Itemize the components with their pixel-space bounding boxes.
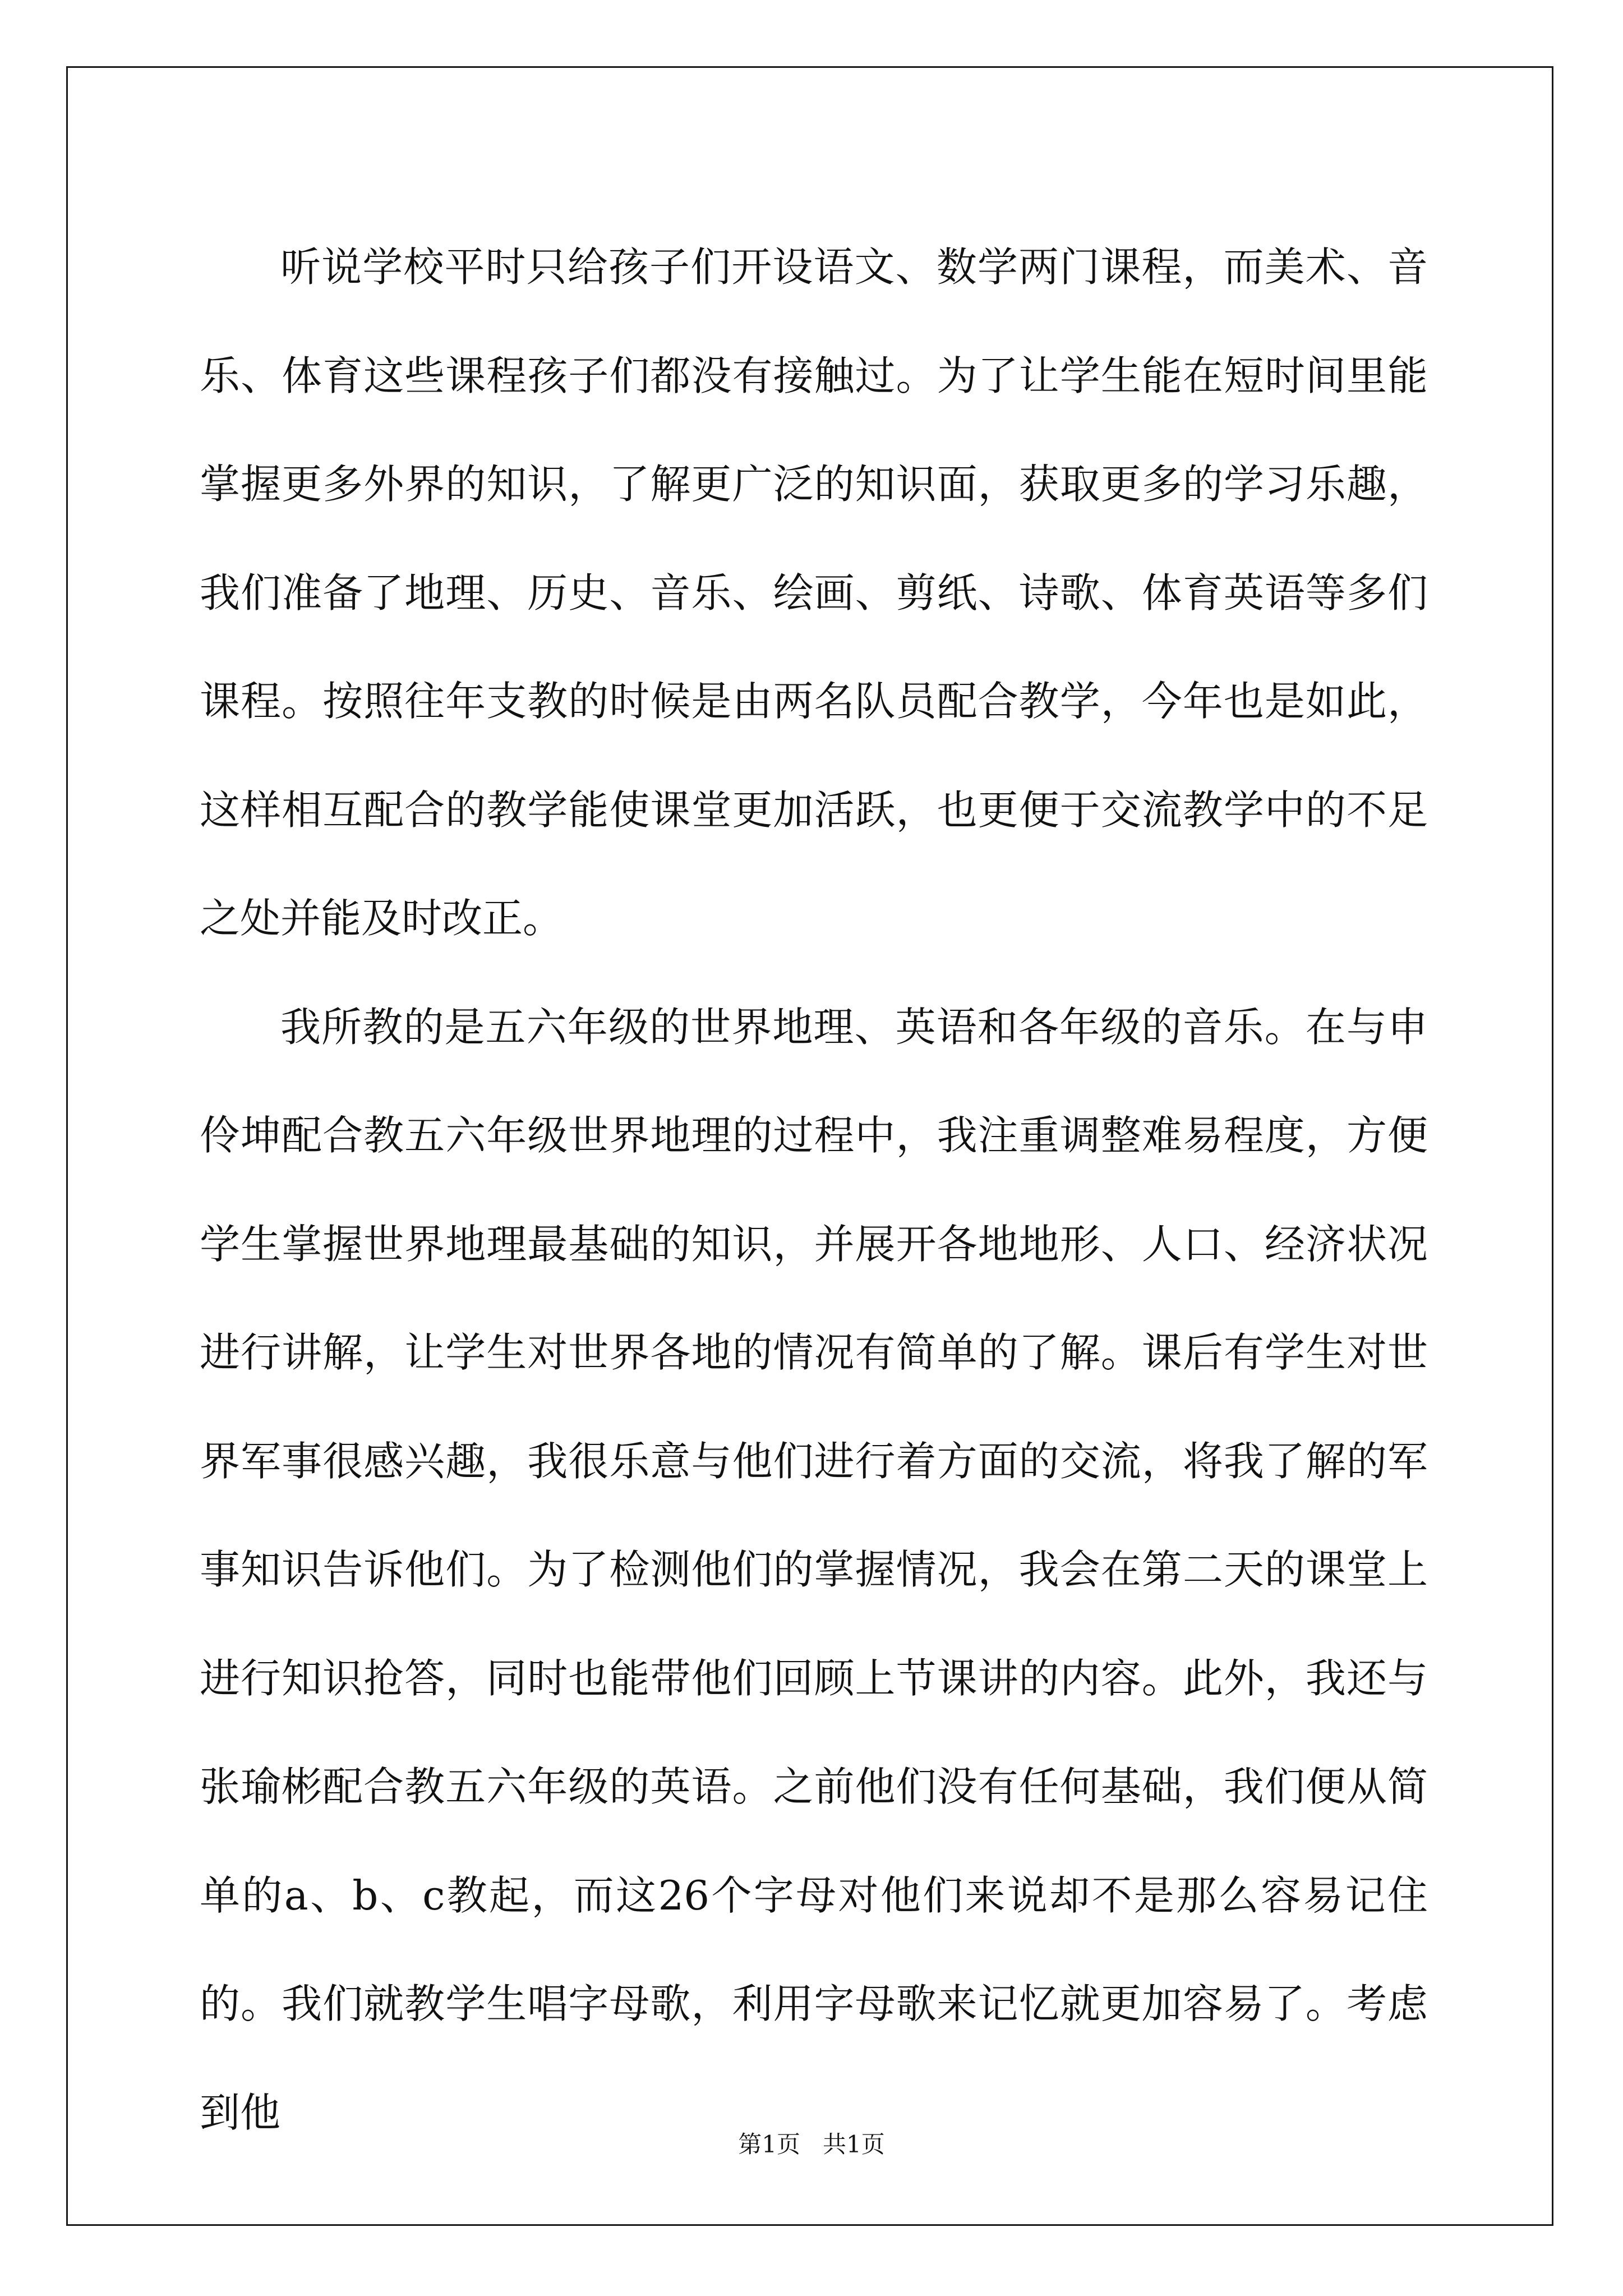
page-footer [0,2126,1623,2160]
paragraph-2: 我所教的是五六年级的世界地理、英语和各年级的音乐。在与申伶坤配合教五六年级世界地理的过程中，我注重调整难易程度，方便学生掌握世界地理最基础的知识，并展开各地地形、人口、经济状况进行讲解，让学生对世界各地的情况有简单的了解。课后有学生对世界军事很感兴趣，我很乐意与他们进行着方面的交流，将我了解的军事知识告诉他们。为了检测他们的掌握情况，我会在第二天的课堂上进行知识抢答，同时也能带他们回顾上节课讲的内容。此外，我还与张瑜彬配合教五六年级的英语。之前他们没有任何基础，我们便从简单的a、b、c教起，而这26个字母对他们来说却不是那么容易记住的。我们就教学生唱字母歌，利用字母歌来记忆就更加容易了。考虑到他 [200,1003,1428,2136]
document-body [200,213,1428,2167]
page-total: 共1页 [823,2131,885,2158]
page-number: 第1页 [738,2131,800,2158]
footer-spacer [800,2131,823,2158]
paragraph-1: 听说学校平时只给孩子们开设语文、数学两门课程，而美术、音乐、体育这些课程孩子们都没有接触过。为了让学生能在短时间里能掌握更多外界的知识，了解更广泛的知识面，获取更多的学习乐趣，我们准备了地理、历史、音乐、绘画、剪纸、诗歌、体育英语等多们课程。按照往年支教的时候是由两名队员配合教学，今年也是如此，这样相互配合的教学能使课堂更加活跃，也更便于交流教学中的不足之处并能及时改正。 [200,243,1428,942]
